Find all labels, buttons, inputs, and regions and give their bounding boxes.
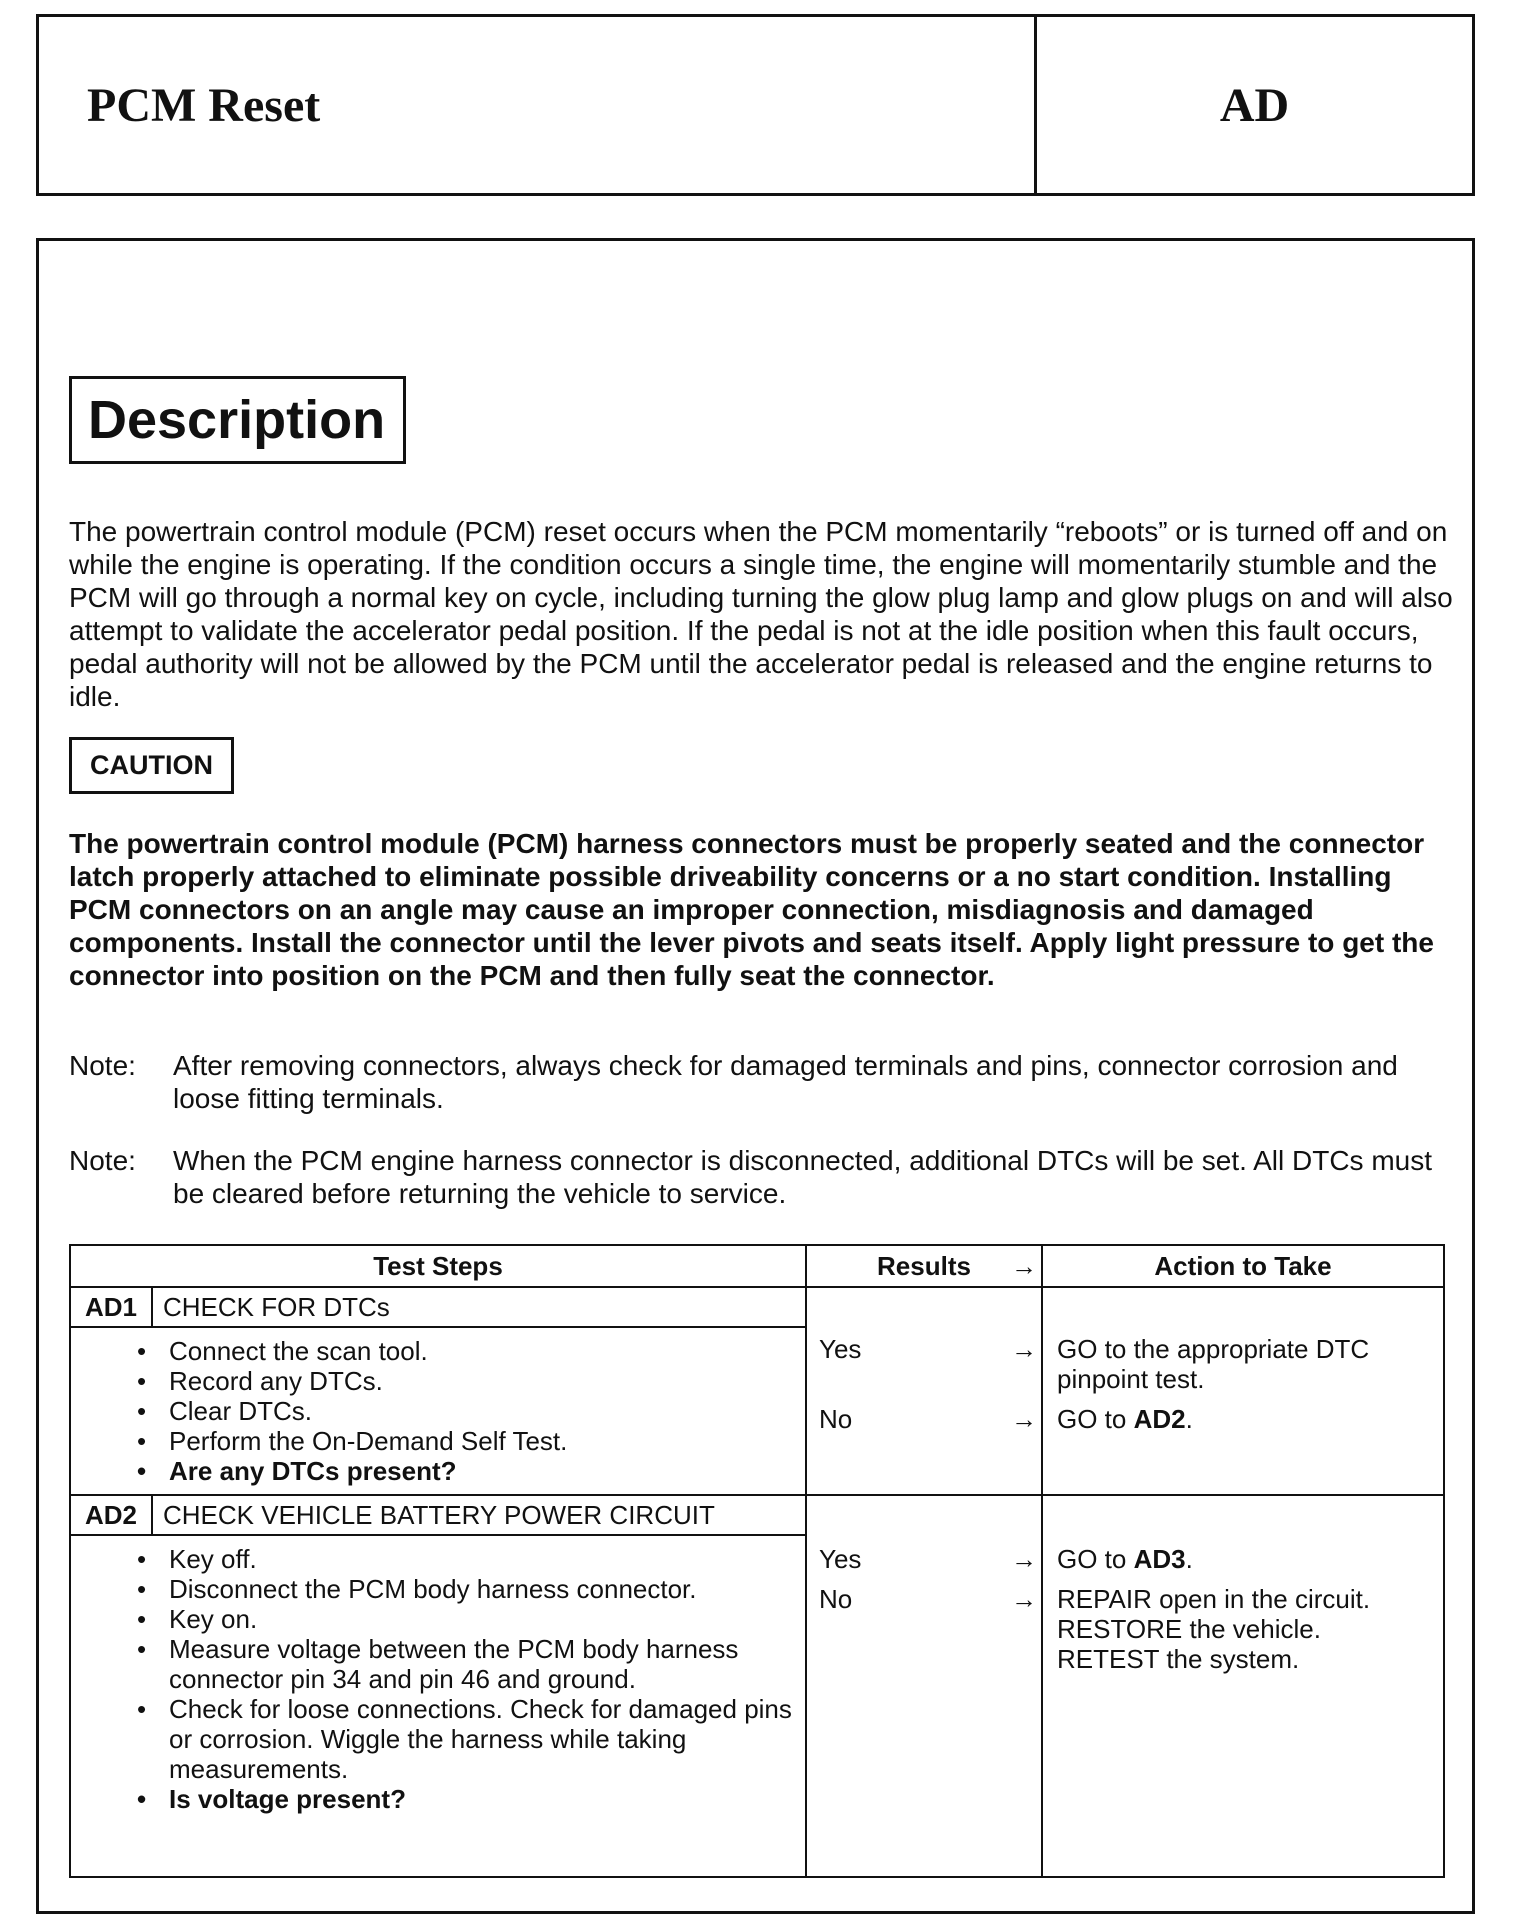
action-step-ref: AD3: [1133, 1544, 1186, 1574]
list-item: • Perform the On-Demand Self Test.: [169, 1426, 795, 1456]
header-action: Action to Take: [1042, 1245, 1444, 1287]
action-prefix: GO to: [1057, 1544, 1134, 1574]
list-item: • Record any DTCs.: [169, 1366, 795, 1396]
steps-cell: [70, 1287, 806, 1495]
arrow-icon: →: [1011, 1584, 1037, 1614]
table-row: [70, 1495, 1444, 1877]
list-item: • Check for loose connections. Check for damaged pins or corrosion. Wiggle the harness while taking measurements.: [169, 1694, 795, 1784]
page-title: PCM Reset: [87, 78, 321, 132]
action-line: RESTORE the vehicle.: [1057, 1614, 1321, 1644]
step-id: AD1: [71, 1288, 153, 1326]
arrow-icon: →: [1011, 1404, 1037, 1434]
result-yes: [819, 1544, 1037, 1574]
result-label: No: [819, 1584, 853, 1614]
caution-text: The powertrain control module (PCM) harness connectors must be properly seated and the connector latch properly attached to eliminate possible driveability concerns or a no start condition. Installing PCM connectors on an angle may cause an improper connection, misdiagnosis and damaged components. Install the connector until the lever pivots and seats itself. Apply light pressure to get the connector into position on the PCM and then fully seat the connector.: [69, 828, 1434, 991]
action-cell: [1042, 1287, 1444, 1495]
action-line: REPAIR open in the circuit.: [1057, 1584, 1371, 1614]
header-test-steps: Test Steps: [70, 1245, 806, 1287]
header-results: [806, 1245, 1042, 1287]
note-1: [69, 1049, 1459, 1115]
step-header: [71, 1496, 805, 1536]
step-list: [71, 1536, 805, 1822]
note-label: Note:: [69, 1050, 136, 1081]
step-header: [71, 1288, 805, 1328]
step-list: [71, 1328, 805, 1494]
steps-cell: [70, 1495, 806, 1877]
page-header: [36, 14, 1475, 196]
header-results-label: Results: [877, 1251, 971, 1281]
arrow-icon: →: [1011, 1334, 1037, 1364]
header-code-cell: [1037, 17, 1472, 193]
action-text-block: [1057, 1584, 1433, 1674]
arrow-icon: →: [1011, 1251, 1037, 1281]
result-label: Yes: [819, 1544, 862, 1574]
result-label: Yes: [819, 1334, 862, 1364]
list-item: • Key on.: [169, 1604, 795, 1634]
action-text: [1057, 1404, 1433, 1434]
list-item: • Key off.: [169, 1544, 795, 1574]
list-item: • Disconnect the PCM body harness connector.: [169, 1574, 795, 1604]
result-no: [819, 1584, 1037, 1614]
action-step-ref: AD2: [1133, 1404, 1186, 1434]
caution-label: CAUTION: [90, 750, 213, 780]
description-heading-box: [69, 376, 406, 464]
description-text: The powertrain control module (PCM) reset occurs when the PCM momentarily “reboots” or is turned off and on while the engine is operating. If the condition occurs a single time, the engine will momentarily stumble and the PCM will go through a normal key on cycle, including turning the glow plug lamp and glow plugs on and will also attempt to validate the accelerator pedal position. If the pedal is not at the idle position when this fault occurs, pedal authority will not be allowed by the PCM until the accelerator pedal is released and the engine returns to idle.: [69, 516, 1453, 712]
arrow-icon: →: [1011, 1544, 1037, 1574]
results-cell: [806, 1287, 1042, 1495]
step-title: CHECK VEHICLE BATTERY POWER CIRCUIT: [163, 1500, 715, 1530]
step-title: CHECK FOR DTCs: [163, 1292, 390, 1322]
table-header-row: [70, 1245, 1444, 1287]
action-suffix: .: [1185, 1404, 1193, 1434]
list-item: • Connect the scan tool.: [169, 1336, 795, 1366]
results-cell: [806, 1495, 1042, 1877]
list-item-question: • Are any DTCs present?: [169, 1456, 795, 1486]
note-2: [69, 1144, 1459, 1210]
note-text: After removing connectors, always check for damaged terminals and pins, connector corrosion and loose fitting terminals.: [173, 1050, 1398, 1114]
list-item-question: • Is voltage present?: [169, 1784, 795, 1814]
list-item: • Measure voltage between the PCM body harness connector pin 34 and pin 46 and ground.: [169, 1634, 795, 1694]
section-code: AD: [1219, 78, 1290, 132]
note-text: When the PCM engine harness connector is disconnected, additional DTCs will be set. All DTCs must be cleared before returning the vehicle to service.: [173, 1145, 1433, 1209]
table-row: [70, 1287, 1444, 1495]
header-title-cell: [39, 17, 1037, 193]
description-heading: Description: [88, 390, 386, 450]
action-suffix: .: [1185, 1544, 1193, 1574]
list-item: • Clear DTCs.: [169, 1396, 795, 1426]
caution-label-box: [69, 737, 234, 794]
step-id: AD2: [71, 1496, 153, 1534]
action-prefix: GO to: [1057, 1404, 1134, 1434]
result-no: [819, 1404, 1037, 1434]
action-text: [1057, 1544, 1433, 1574]
note-label: Note:: [69, 1145, 136, 1176]
test-steps-table: [69, 1244, 1445, 1878]
result-label: No: [819, 1404, 853, 1434]
action-text: GO to the appropriate DTC pinpoint test.: [1057, 1334, 1370, 1394]
result-yes: [819, 1334, 1037, 1364]
action-line: RETEST the system.: [1057, 1644, 1300, 1674]
action-cell: [1042, 1495, 1444, 1877]
content-frame: [36, 238, 1475, 1914]
